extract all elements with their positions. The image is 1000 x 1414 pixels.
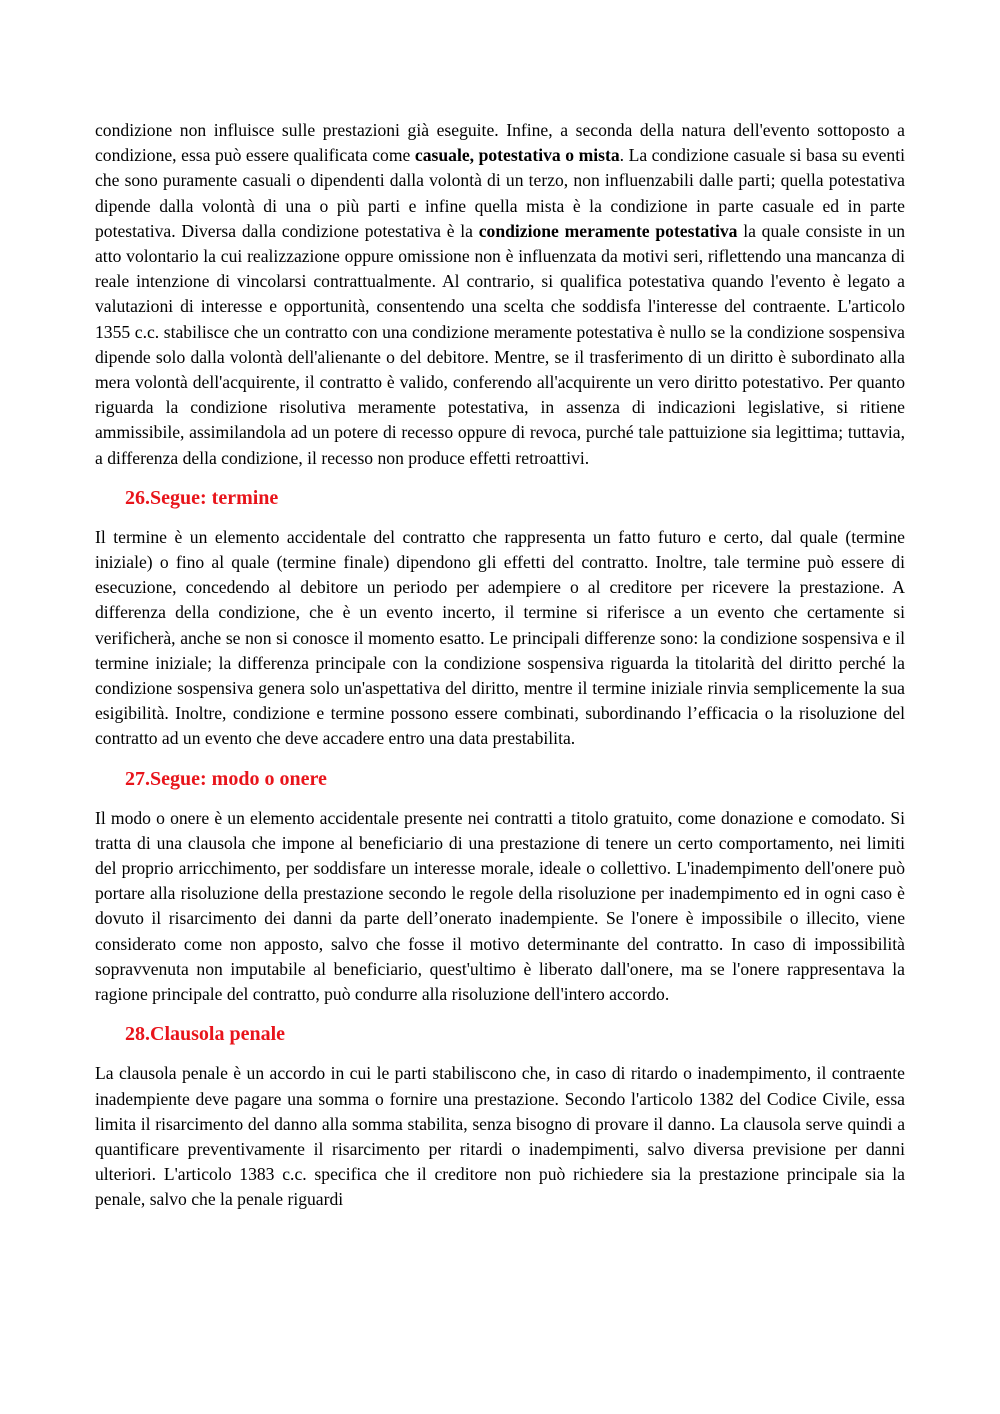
document-page xyxy=(95,118,905,1213)
section-heading-termine: 26.Segue: termine xyxy=(125,486,279,509)
paragraph-condizione-continuation xyxy=(95,118,905,471)
paragraph-modo-onere: Il modo o onere è un elemento accidentale presente nei contratti a titolo gratuito, come donazione e comodato. Si tratta di una clausola che impone al beneficiario di una prestazione di tenere un certo comportamento, nei limiti del proprio arricchimento, per soddisfare un interesse morale, ideale o collettivo. L'inadempimento dell'onere può portare alla risoluzione della prestazione secondo le regole della risoluzione per inadempimento ed in ogni caso è dovuto il risarcimento dei danni da parte dell’onerato inadempiente. Se l'onere è impossibile o illecito, viene considerato come non apposto, salvo che fosse il motivo determinante del contratto. In caso di impossibilità sopravvenuta non imputabile al beneficiario, quest'ultimo è liberato dall'onere, ma se l'onere rappresentava la ragione principale del contratto, può condurre alla risoluzione dell'intero accordo. xyxy=(95,807,905,1005)
text-segment: la quale consiste in un atto volontario la cui realizzazione oppure omissione non è influenzata da motivi seri, riflettendo una mancanza di reale intenzione di vincolarsi contrattualmente. Al contrario, si qualifica potestativa quando l'evento è legato a valutazioni di interesse e opportunità, consentendo una scelta che soddisfa l'interesse del contraente. L'articolo 1355 c.c. stabilisce che un contratto con una condizione meramente potestativa è nullo se la condizione sospensiva dipende solo dalla volontà dell'alienante o del debitore. Mentre, se il trasferimento di un diritto è subordinato alla mera volontà dell'acquirente, il contratto è valido, conferendo all'acquirente un vero diritto potestativo. Per quanto riguarda la condizione risolutiva meramente potestativa, in assenza di indicazioni legislative, si ritiene ammissibile, assimilandola ad un potere di recesso oppure di revoca, purché tale pattuizione sia legittima; tuttavia, a differenza della condizione, il recesso non produce effetti retroattivi. xyxy=(95,220,905,468)
paragraph-clausola-penale: La clausola penale è un accordo in cui le parti stabiliscono che, in caso di ritardo o inadempimento, il contraente inadempiente deve pagare una somma o fornire una prestazione. Secondo l'articolo 1382 del Codice Civile, essa limita il risarcimento del danno alla somma stabilita, senza bisogno di provare il danno. La clausola serve quindi a quantificare preventivamente il risarcimento per ritardi o inadempimenti, salvo diversa previsione per danni ulteriori. L'articolo 1383 c.c. specifica che il creditore non può richiedere sia la prestazione principale sia la penale, salvo che la penale riguardi xyxy=(95,1063,905,1210)
paragraph-termine: Il termine è un elemento accidentale del contratto che rappresenta un fatto futuro e certo, dal quale (termine iniziale) o fino al quale (termine finale) dipendono gli effetti del contratto. Inoltre, tale termine può essere di esecuzione, concedendo al debitore un periodo per adempiere o al creditore per ricevere la prestazione. A differenza della condizione, che è un evento incerto, il termine si riferisce a un evento che certamente si verificherà, anche se non si conosce il momento esatto. Le principali differenze sono: la condizione sospensiva e il termine iniziale; la differenza principale con la condizione sospensiva riguarda la titolarità del diritto perché la condizione sospensiva genera solo un'aspettativa del diritto, mentre il termine iniziale rinvia semplicemente la sua esigibilità. Inoltre, condizione e termine possono essere combinati, subordinando l’efficacia o la risoluzione del contratto ad un evento che deve accadere entro una data prestabilita. xyxy=(95,526,905,749)
text-segment: . La condizione casuale si basa su eventi che sono puramente casuali o dipendenti dalla volontà di un terzo, non influenzabili dalle parti; quella potestativa dipende dalla volontà di una o più parti e infine quella mista è la condizione in parte casuale ed in parte potestativa. Diversa dalla condizione potestativa è la xyxy=(95,145,906,241)
bold-term-condizione-meramente-potestativa: condizione meramente potestativa xyxy=(478,220,738,241)
section-heading-modo-onere: 27.Segue: modo o onere xyxy=(125,767,327,790)
text-segment: condizione non influisce sulle prestazioni già eseguite. Infine, a seconda della natura dell'evento sottoposto a condizione, essa può essere qualificata come xyxy=(95,120,905,166)
bold-term-casuale-potestativa-mista: casuale, potestativa o mista xyxy=(414,145,620,166)
section-heading-clausola-penale: 28.Clausola penale xyxy=(125,1023,286,1046)
